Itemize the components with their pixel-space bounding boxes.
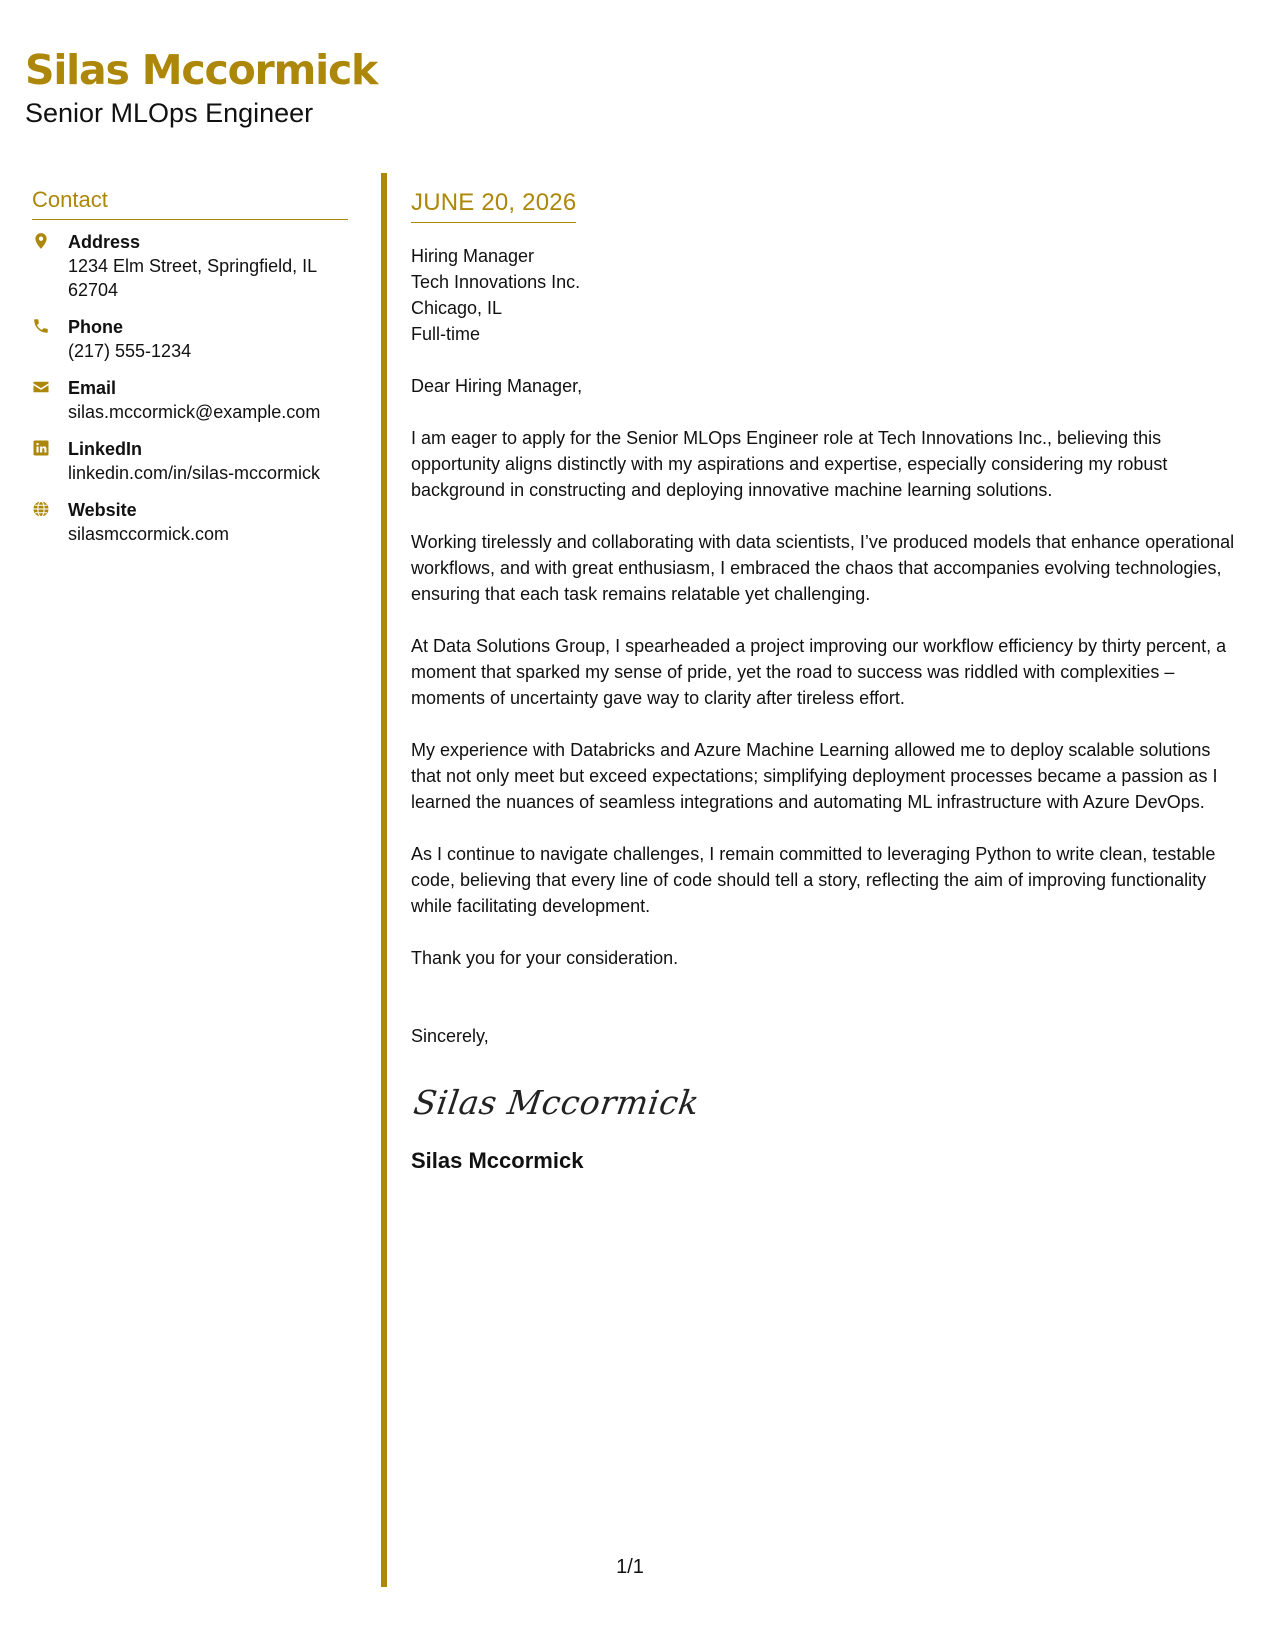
recipient-location: Chicago, IL <box>411 297 503 318</box>
vertical-divider <box>381 173 387 1587</box>
linkedin-icon <box>32 437 68 457</box>
body-paragraph-1: I am eager to apply for the Senior MLOps Engineer role at Tech Innovations Inc., believing this opportunity aligns distinctly with my aspirations and expertise, especially considering my robust background in constructing and deploying innovative machine learning solutions. <box>411 427 1168 500</box>
map-pin-icon <box>32 230 68 250</box>
contact-value-website[interactable]: silasmccormick.com <box>68 524 230 545</box>
contact-label-email: Email <box>68 378 117 399</box>
contact-value-address: 1234 Elm Street, Springfield, IL 62704 <box>68 256 317 301</box>
contact-heading: Contact <box>32 187 348 220</box>
email-icon <box>32 376 68 396</box>
contact-item-address <box>32 230 348 302</box>
signer-name: Silas Mccormick <box>411 1148 584 1174</box>
contact-value-linkedin[interactable]: linkedin.com/in/silas-mccormick <box>68 463 321 484</box>
letter-date: JUNE 20, 2026 <box>411 189 577 216</box>
contact-label-website: Website <box>68 500 137 521</box>
date-block <box>411 189 576 223</box>
applicant-title: Senior MLOps Engineer <box>25 98 314 128</box>
contact-item-phone <box>32 315 348 363</box>
greeting: Dear Hiring Manager, <box>411 375 583 396</box>
contact-label-address: Address <box>68 232 141 253</box>
contact-sidebar <box>32 187 348 559</box>
contact-label-linkedin: LinkedIn <box>68 439 143 460</box>
contact-item-email <box>32 376 348 424</box>
body-paragraph-5: As I continue to navigate challenges, I remain committed to leveraging Python to write clean, testable code, believing that every line of code should tell a story, reflecting the aim of improving functionality while facilitating development. <box>411 843 1216 916</box>
globe-icon <box>32 498 68 518</box>
contact-item-linkedin <box>32 437 348 485</box>
body-paragraph-4: My experience with Databricks and Azure Machine Learning allowed me to deploy scalable solutions that not only meet but exceed expectations; simplifying deployment processes became a passion as I learned the nuances of seamless integrations and automating ML infrastructure with Azure DevOps. <box>411 739 1218 812</box>
contact-value-email[interactable]: silas.mccormick@example.com <box>68 402 321 423</box>
contact-value-phone: (217) 555-1234 <box>68 341 192 362</box>
applicant-name: Silas Mccormick <box>25 46 378 94</box>
page-number: 1/1 <box>616 1556 644 1578</box>
handwritten-signature: Silas Mccormick <box>411 1082 702 1122</box>
contact-list <box>32 230 348 546</box>
contact-item-website <box>32 498 348 546</box>
recipient-title: Hiring Manager <box>411 245 535 266</box>
closing: Sincerely, <box>411 1025 489 1046</box>
recipient-employment-type: Full-time <box>411 323 481 344</box>
letter-body <box>411 189 1241 1175</box>
recipient-company: Tech Innovations Inc. <box>411 271 581 292</box>
body-paragraph-6: Thank you for your consideration. <box>411 947 679 968</box>
phone-icon <box>32 315 68 335</box>
body-paragraph-2: Working tirelessly and collaborating with data scientists, I’ve produced models that enhance operational workflows, and with great enthusiasm, I embraced the chaos that accompanies evolving technologies, ensuring that each task remains relatable yet challenging. <box>411 531 1235 604</box>
recipient-block <box>411 243 1241 347</box>
body-paragraph-3: At Data Solutions Group, I spearheaded a project improving our workflow efficiency by thirty percent, a moment that sparked my sense of pride, yet the road to success was riddled with complexities – moments of uncertainty gave way to clarity after tireless effort. <box>411 635 1227 708</box>
contact-label-phone: Phone <box>68 317 124 338</box>
